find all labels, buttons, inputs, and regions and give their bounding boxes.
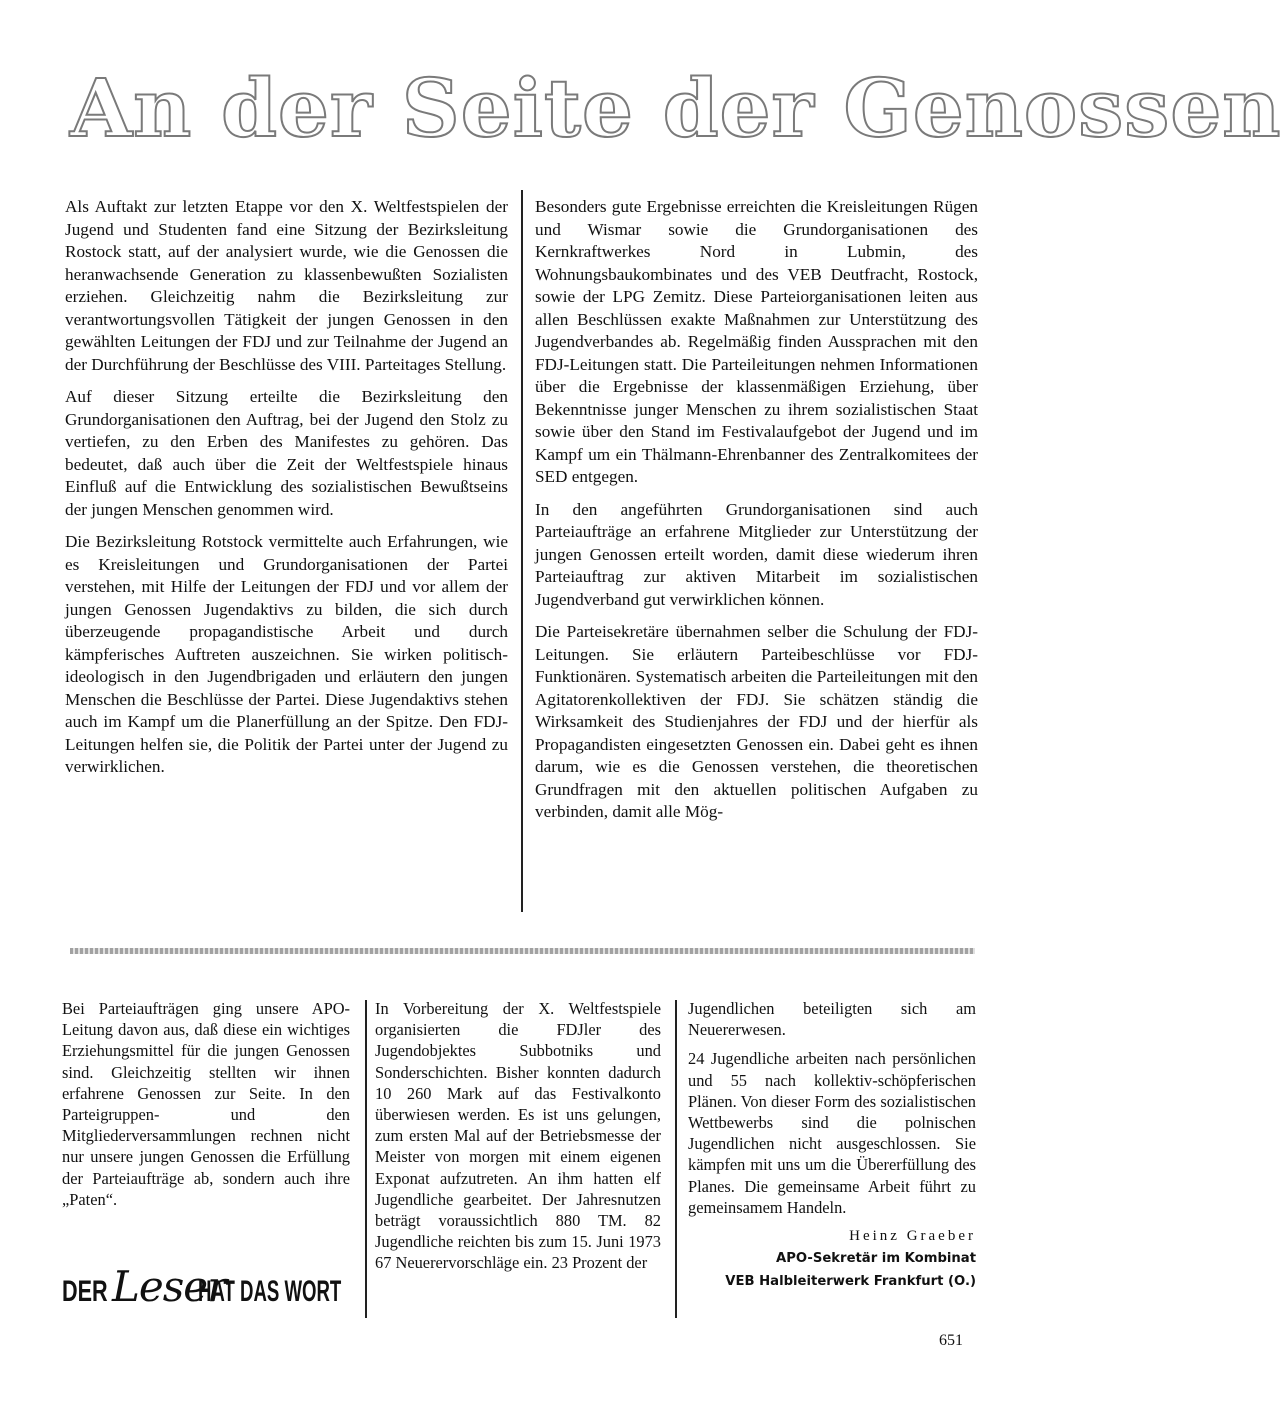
page-number: 651 (939, 1332, 963, 1349)
letter-right-column (688, 998, 976, 1293)
paragraph: Bei Parteiaufträgen ging unsere APO-Leitung davon aus, daß diese ein wichtiges Erziehungsmittel für die jungen Genossen sind. Gleichzeitig stellten wir ihnen erfahrene Genossen zur Seite. In den Parteigruppen- und den Mitgliederversammlungen rechnen nicht nur unsere jungen Genossen die Erfüllung der Parteiaufträge ab, sondern auch ihre „Paten“. (62, 999, 350, 1209)
paragraph: Als Auftakt zur letzten Etappe vor den X. Weltfestspielen der Jugend und Studenten fand eine Sitzung der Bezirksleitung Rostock statt, auf der analysiert wurde, wie die Genossen die heranwachsende Generation zu klassenbewußten Sozialisten erziehen. Gleichzeitig nahm die Bezirksleitung zur verantwortungsvollen Tätigkeit der jungen Genossen in den gewählten Leitungen der FDJ und zur Teilnahme der Jugend an der Durchführung der Beschlüsse des VIII. Parteitages Stellung. (65, 197, 508, 374)
paragraph: Besonders gute Ergebnisse erreichten die Kreisleitungen Rügen und Wismar sowie die Grundorganisationen des Kernkraftwerkes Nord in Lubmin, des Wohnungsbaukombinates und des VEB Deutfracht, Rostock, sowie der LPG Zemitz. Diese Parteiorganisationen leiten aus allen Beschlüssen exakte Maßnahmen zur Unterstützung des Jugendverbandes ab. Regelmäßig finden Aussprachen mit den FDJ-Leitungen statt. Die Parteileitungen nehmen Informationen über die Ergebnisse der klassenmäßigen Erziehung, über Bekenntnisse junger Menschen zu ihrem sozialistischen Staat sowie über den Stand im Festivalaufgebot der Jugend und im Kampf um ein Thälmann-Ehrenbanner des Zentralkomitees der SED entgegen. (535, 197, 978, 486)
paragraph: Jugendlichen beteiligten sich am Neuererwesen. (688, 999, 976, 1040)
column-logo (62, 1262, 342, 1311)
column-divider (521, 190, 523, 912)
signature-title: APO-Sekretär im Kombinat (776, 1251, 976, 1267)
paragraph: 24 Jugendliche arbeiten nach persönlichen und 55 nach kollektiv-schöpferischen Plänen. Von dieser Form des sozialistischen Wettbewerbs sind die polnischen Jugendlichen nicht ausgeschlossen. Sie kämpfen mit uns um die Übererfüllung des Planes. Die gemeinsame Arbeit führt zu gemeinsamem Handeln. (688, 1049, 976, 1217)
paragraph: In Vorbereitung der X. Weltfestspiele organisierten die FDJler des Jugendobjektes Subbotniks und Sonderschichten. Bisher konnten dadurch 10 260 Mark auf das Festivalkonto überwiesen werden. Es ist uns gelungen, zum ersten Mal auf der Betriebsmesse der Meister von morgen mit einem eigenen Exponat aufzutreten. An ihm hatten elf Jugendliche gearbeitet. Der Jahresnutzen beträgt voraussichtlich 880 TM. 82 Jugendliche reichten bis zum 15. Juni 1973 67 Neuerervorschläge ein. 23 Prozent der (375, 999, 661, 1273)
article-headline: An der Seite der Genossen (70, 61, 1281, 155)
paragraph: Auf dieser Sitzung erteilte die Bezirksleitung den Grundorganisationen den Auftrag, bei der Jugend den Stolz zu vertiefen, zu den Erben des Manifestes zu gehören. Das bedeutet, daß auch über die Zeit der Weltfestspiele hinaus Einfluß auf die Entwicklung des sozialistischen Bewußtseins der jungen Menschen genommen wird. (65, 387, 508, 519)
column-divider (365, 1000, 367, 1318)
paragraph: Die Parteisekretäre übernahmen selber die Schulung der FDJ-Leitungen. Sie erläutern Parteibeschlüsse vor FDJ-Funktionären. Systematisch arbeiten die Parteileitungen mit den Agitatorenkollektiven der FDJ. Sie schätzen ständig die Wirksamkeit des Studienjahres der FDJ und der hierfür als Propagandisten eingesetzten Genossen ein. Dabei geht es ihnen darum, wie es die Genossen verstehen, die theoretischen Grundfragen mit den aktuellen politischen Aufgaben zu verbinden, damit alle Mög- (535, 622, 978, 821)
top-right-column (535, 196, 978, 834)
section-divider (70, 948, 975, 954)
logo-part-hat-das-wort: HAT DAS WORT (198, 1275, 342, 1308)
top-left-column (65, 196, 508, 789)
signature-name: Heinz Graeber (849, 1228, 976, 1245)
signature-org: VEB Halbleiterwerk Frankfurt (O.) (725, 1274, 976, 1290)
signature-block (688, 1226, 976, 1293)
paragraph: Die Bezirksleitung Rotstock vermittelte auch Erfahrungen, wie es Kreisleitungen und Grundorganisationen der Partei verstehen, mit Hilfe der Leitungen der FDJ und vor allem der jungen Genossen Jugendaktivs zu bilden, die sich durch überzeugende propagandistische Arbeit und durch kämpferisches Auftreten auszeichnen. Sie wirken politisch-ideologisch in den Jugendbrigaden und erläutern den jungen Menschen die Beschlüsse der Partei. Diese Jugendaktivs stehen auch im Kampf um die Planerfüllung an der Spitze. Den FDJ-Leitungen helfen sie, die Politik der Partei unter der Jugend zu verwirklichen. (65, 532, 508, 776)
letter-middle-column (375, 998, 661, 1282)
paragraph: In den angeführten Grundorganisationen sind auch Parteiaufträge an erfahrene Mitglieder zur Unterstützung der jungen Genossen erteilt worden, damit diese wiederum ihren Parteiauftrag zur aktiven Mitarbeit im sozialistischen Jugendverband gut verwirklichen können. (535, 499, 978, 609)
logo-part-leser: Leser (112, 1262, 227, 1311)
logo-part-der: DER (62, 1275, 108, 1308)
column-divider (675, 1000, 677, 1318)
letter-left-column (62, 998, 350, 1218)
